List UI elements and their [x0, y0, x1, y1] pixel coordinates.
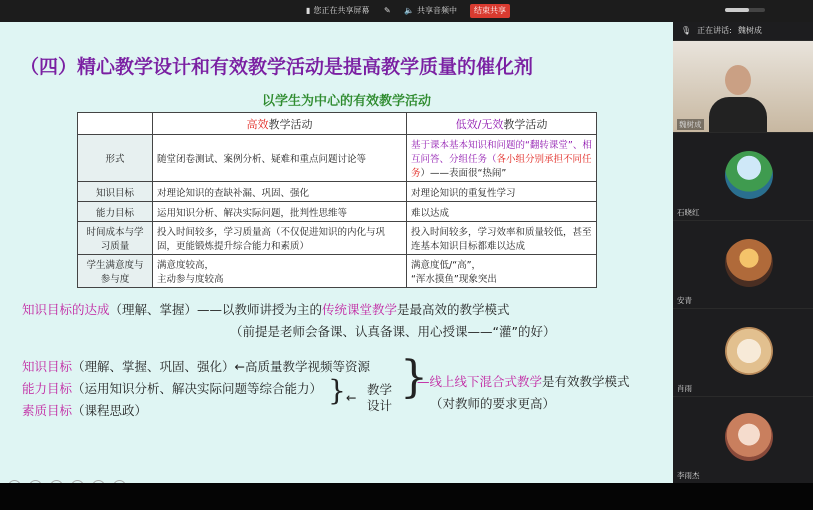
- speaking-indicator: 🎙 正在讲话: 魏树成: [681, 25, 762, 35]
- sharing-status: ▮ 您正在共享屏幕: [306, 4, 369, 18]
- participant-tile[interactable]: 石晓红: [673, 132, 813, 220]
- person-head: [725, 65, 751, 95]
- presentation-slide: [0, 22, 673, 483]
- prerequisite-line: （前提是老师会备课、认真备课、用心授课——“灌”的好）: [230, 324, 556, 339]
- participant-tile[interactable]: 安青: [673, 220, 813, 308]
- avatar: [725, 413, 773, 461]
- brace-large: }: [400, 352, 428, 403]
- header-ineffective: 低效/无效教学活动: [407, 113, 597, 135]
- share-audio-button[interactable]: 🔈 共享音频中: [404, 4, 457, 18]
- blended-note: （对教师的要求更高）: [430, 396, 556, 411]
- table-corner: [78, 113, 153, 135]
- annotate-icon[interactable]: ✎: [384, 6, 391, 15]
- design-arrow: ←: [346, 390, 357, 405]
- table-row: 知识目标 对理论知识的查缺补漏、巩固、强化 对理论知识的重复性学习: [78, 182, 597, 202]
- participant-video-tile[interactable]: 魏树成: [673, 40, 813, 132]
- table-row: 能力目标 运用知识分析、解决实际问题，批判性思维等 难以达成: [78, 202, 597, 222]
- table-row: 形式 随堂闭卷测试、案例分析、疑难和重点问题讨论等 基于课本基本知识和问题的“翻转课堂”、相互问答、分组任务（各小组分别承担不同任务）——表面很“热闹”: [78, 135, 597, 182]
- slide-title: （四）精心教学设计和有效教学活动是提高教学质量的催化剂: [20, 56, 534, 78]
- participant-tile[interactable]: 肖雨: [673, 308, 813, 396]
- avatar: [725, 327, 773, 375]
- goal-ability: 能力目标（运用知识分析、解决实际问题等综合能力）: [22, 381, 323, 396]
- teaching-design: 教学 设计: [367, 382, 393, 413]
- blended-teaching: —线上线下混合式教学是有效教学模式: [417, 374, 630, 389]
- person-body: [709, 97, 767, 133]
- table-row: 学生满意度与参与度 满意度较高， 主动参与度较高 满意度低/“高”， “浑水摸鱼”现象突出: [78, 255, 597, 288]
- signal-icon: ▮: [306, 6, 311, 15]
- goal-knowledge: 知识目标（理解、掌握、巩固、强化）←高质量教学视频等资源: [22, 359, 370, 374]
- bottom-bar: [0, 483, 813, 510]
- table-row: 时间成本与学习质量 投入时间较多，学习质量高（不仅促进知识的内化与巩固，更能锻炼提升综合能力和素质） 投入时间较多，学习效率和质量较低，甚至连基本知识目标都难以达成: [78, 222, 597, 255]
- avatar: [725, 239, 773, 287]
- header-effective: 高效教学活动: [153, 113, 407, 135]
- slide-subtitle: 以学生为中心的有效教学活动: [262, 94, 432, 109]
- participant-tile[interactable]: 李雨杰: [673, 396, 813, 483]
- speaker-icon: 🔈: [404, 6, 414, 15]
- top-toolbar: [0, 0, 813, 22]
- mic-icon: 🎙: [681, 25, 692, 35]
- knowledge-goal-line: 知识目标的达成（理解、掌握）——以教师讲授为主的传统课堂教学是最高效的教学模式: [22, 302, 510, 317]
- progress-fill: [725, 8, 749, 12]
- participant-sidebar: [673, 22, 813, 483]
- stop-sharing-button[interactable]: 结束共享: [470, 4, 510, 18]
- avatar: [725, 151, 773, 199]
- progress-bar: [725, 8, 765, 12]
- goal-quality: 素质目标（课程思政）: [22, 403, 148, 418]
- brace-small: }: [328, 374, 346, 407]
- comparison-table: [77, 112, 597, 288]
